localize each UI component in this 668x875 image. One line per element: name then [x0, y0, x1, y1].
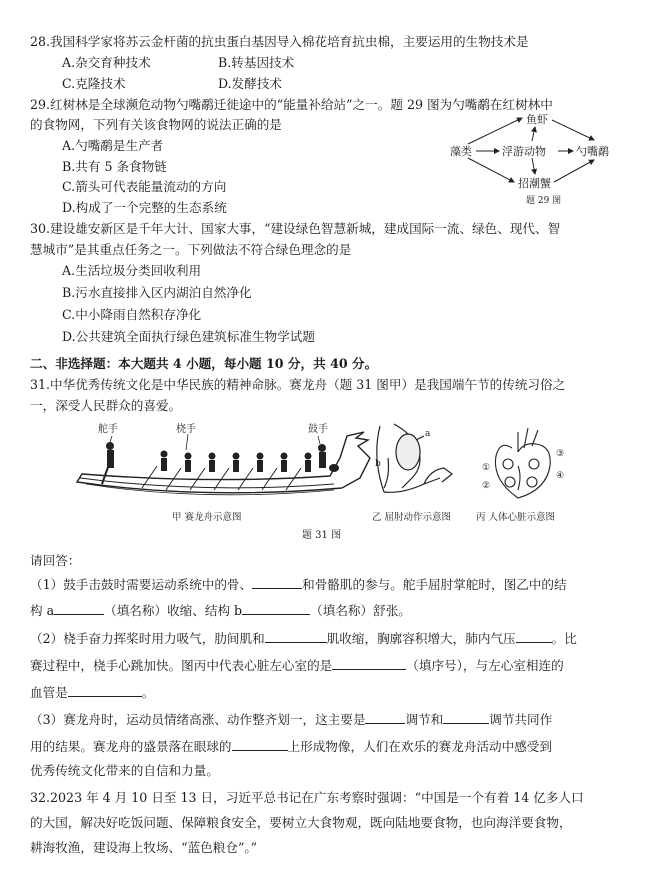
- caption-heart: 丙 人体心脏示意图: [476, 512, 556, 523]
- q31-part3-line2: [30, 736, 552, 757]
- q31-part2-text-a: （2）桡手奋力挥桨时用力吸气，肋间肌和: [30, 631, 265, 646]
- q30-option-d: D.公共建筑全面执行绿色建筑标准生物学试题: [62, 329, 315, 344]
- q31-part3-text-b: 调节和: [405, 712, 444, 727]
- marker-b: b: [375, 459, 381, 469]
- arrow-algae-fish: [468, 118, 522, 144]
- blank-retina[interactable]: [232, 736, 288, 751]
- q31-part2-text-e: （填序号），与左心室相连的: [406, 658, 564, 673]
- blank-vessel[interactable]: [68, 682, 142, 697]
- q31-part3-text-a: （3）赛龙舟时，运动员情绪高涨、动作整齐划一，这主要是: [30, 712, 366, 727]
- label-helmsman: 舵手: [98, 424, 118, 435]
- marker-1: ①: [482, 463, 491, 473]
- q30-option-b: B.污水直接排入区内湖泊自然净化: [62, 285, 252, 300]
- q32-line3: 耕海牧渔，建设海上牧场、“蓝色粮仓”。”: [30, 840, 258, 855]
- q30-option-a: A.生活垃圾分类回收利用: [62, 263, 202, 278]
- blank-joint[interactable]: [252, 574, 302, 589]
- marker-2: ②: [482, 481, 491, 491]
- q31-part2-text-c: 。比: [551, 631, 577, 646]
- q29-stem-line1: 29.红树林是全球濒危动物勺嘴鹬迁徙途中的“能量补给站”之一。题 29 图为勺嘴鹬在红树林中: [30, 97, 553, 112]
- q28-stem: 28.我国科学家将苏云金杆菌的抗虫蛋白基因导入棉花培育抗虫棉，主要运用的生物技术是: [30, 34, 529, 49]
- heart-illustration: [495, 428, 550, 498]
- blank-structure-a[interactable]: [54, 600, 104, 615]
- q32-line1: 32.2023 年 4 月 10 日至 13 日，习近平总书记在广东考察时强调：“中国是一个有着 14 亿多人口: [30, 790, 584, 805]
- q31-part1-line1: [30, 574, 567, 595]
- section-heading: 二、非选择题：本大题共 4 小题，每小题 10 分，共 40 分。: [30, 356, 378, 371]
- q31-part3-text-d: 用的结果。赛龙舟的盛景落在眼球的: [30, 739, 232, 754]
- q31-part2-text-b: 肌收缩，胸廓容积增大，肺内气压: [326, 631, 516, 646]
- caption-dragon-boat: 甲 赛龙舟示意图: [172, 512, 242, 523]
- q29-option-d: D.构成了一个完整的生态系统: [62, 200, 227, 215]
- q31-part1-text-d: （填名称）收缩、结构 b: [104, 603, 243, 618]
- q30-option-c: C.中小降雨自然积存净化: [62, 307, 202, 322]
- q31-part3-text-e: 上形成物像，人们在欢乐的赛龙舟活动中感受到: [287, 739, 552, 754]
- q32-line2: 的大国，解决好吃饭问题、保障粮食安全，要树立大食物观，既向陆地要食物，也向海洋要食物，: [30, 815, 572, 830]
- marker-a: a: [425, 429, 431, 439]
- q28-option-d: D.发酵技术: [218, 76, 283, 91]
- blank-structure-b[interactable]: [242, 600, 310, 615]
- arrow-zooplankton-crab: [532, 158, 535, 174]
- blank-ventricle[interactable]: [332, 655, 406, 670]
- q31-prompt: 请回答：: [30, 553, 81, 568]
- label-rower: 桡手: [176, 424, 196, 435]
- arrow-algae-crab: [468, 158, 514, 182]
- q31-part3-line3: 优秀传统文化带来的自信和力量。: [30, 763, 219, 778]
- q31-part2-text-f: 血管是: [30, 685, 68, 700]
- label-drummer: 鼓手: [308, 424, 328, 435]
- q31-part3-text-c: 调节共同作: [489, 712, 553, 727]
- q30-stem-line2: 慧城市”是其重点任务之一。下列做法不符合绿色理念的是: [30, 242, 352, 257]
- q28-option-b: B.转基因技术: [218, 55, 295, 70]
- q31-part1-text-b: 和骨骼肌的参与。舵手屈肘掌舵时，图乙中的结: [302, 577, 567, 592]
- q31-part1-text-e: （填名称）舒张。: [310, 603, 411, 618]
- q31-part1-line2: [30, 600, 411, 621]
- marker-3: ③: [556, 449, 565, 459]
- dragon-boat-illustration: [77, 432, 370, 495]
- food-web-node-fish: 鱼虾: [526, 113, 548, 126]
- q31-stem-line1: 31.中华优秀传统文化是中华民族的精神命脉。赛龙舟（题 31 图甲）是我国端午节的传统习俗之: [30, 377, 566, 392]
- q31-stem-line2: 一，深受人民群众的喜爱。: [30, 398, 182, 413]
- q31-part2-line1: [30, 628, 577, 649]
- blank-pressure[interactable]: [516, 628, 552, 643]
- figure-31-caption: 题 31 图: [302, 530, 342, 540]
- q29-option-a: A.勺嘴鹬是生产者: [62, 138, 164, 153]
- q29-stem-line2: 的食物网，下列有关该食物网的说法正确的是: [30, 117, 282, 132]
- arrow-crab-sandpiper: [554, 160, 594, 182]
- caption-arm-flexion: 乙 屈肘动作示意图: [372, 512, 452, 523]
- food-web-node-sandpiper: 勺嘴鹬: [576, 145, 609, 158]
- dragon-boat-figure: [72, 418, 612, 540]
- q29-option-c: C.箭头可代表能量流动的方向: [62, 179, 227, 194]
- q28-option-c: C.克隆技术: [62, 76, 126, 91]
- food-web-figure: [446, 108, 636, 206]
- q31-part2-text-d: 赛过程中，桡手心跳加快。图丙中代表心脏左心室的是: [30, 658, 333, 673]
- blank-hormone[interactable]: [443, 709, 489, 724]
- marker-4: ④: [556, 471, 565, 481]
- q31-part1-text-a: （1）鼓手击鼓时需要运动系统中的骨、: [30, 577, 253, 592]
- food-web-node-zooplankton: 浮游动物: [502, 145, 546, 158]
- q31-part1-text-c: 构 a: [30, 603, 55, 618]
- arrow-zooplankton-fish: [532, 127, 535, 141]
- q28-option-a: A.杂交育种技术: [62, 55, 151, 70]
- arm-flexion-illustration: [377, 424, 452, 492]
- blank-diaphragm[interactable]: [265, 628, 327, 643]
- q29-option-b: B.共有 5 条食物链: [62, 159, 167, 174]
- q31-part2-text-g: 。: [141, 685, 155, 700]
- food-web-node-algae: 藻类: [450, 145, 472, 158]
- q31-part2-line3: [30, 682, 154, 703]
- food-web-caption: 题 29 图: [526, 196, 562, 206]
- food-web-node-crab: 招潮蟹: [518, 177, 551, 190]
- q31-part3-line1: [30, 709, 552, 730]
- q30-stem-line1: 30.建设雄安新区是千年大计、国家大事，“建设绿色智慧新城，建成国际一流、绿色、现代、智: [30, 221, 561, 236]
- blank-nervous[interactable]: [365, 709, 405, 724]
- q31-part2-line2: [30, 655, 564, 676]
- arrow-fish-sandpiper: [552, 120, 594, 140]
